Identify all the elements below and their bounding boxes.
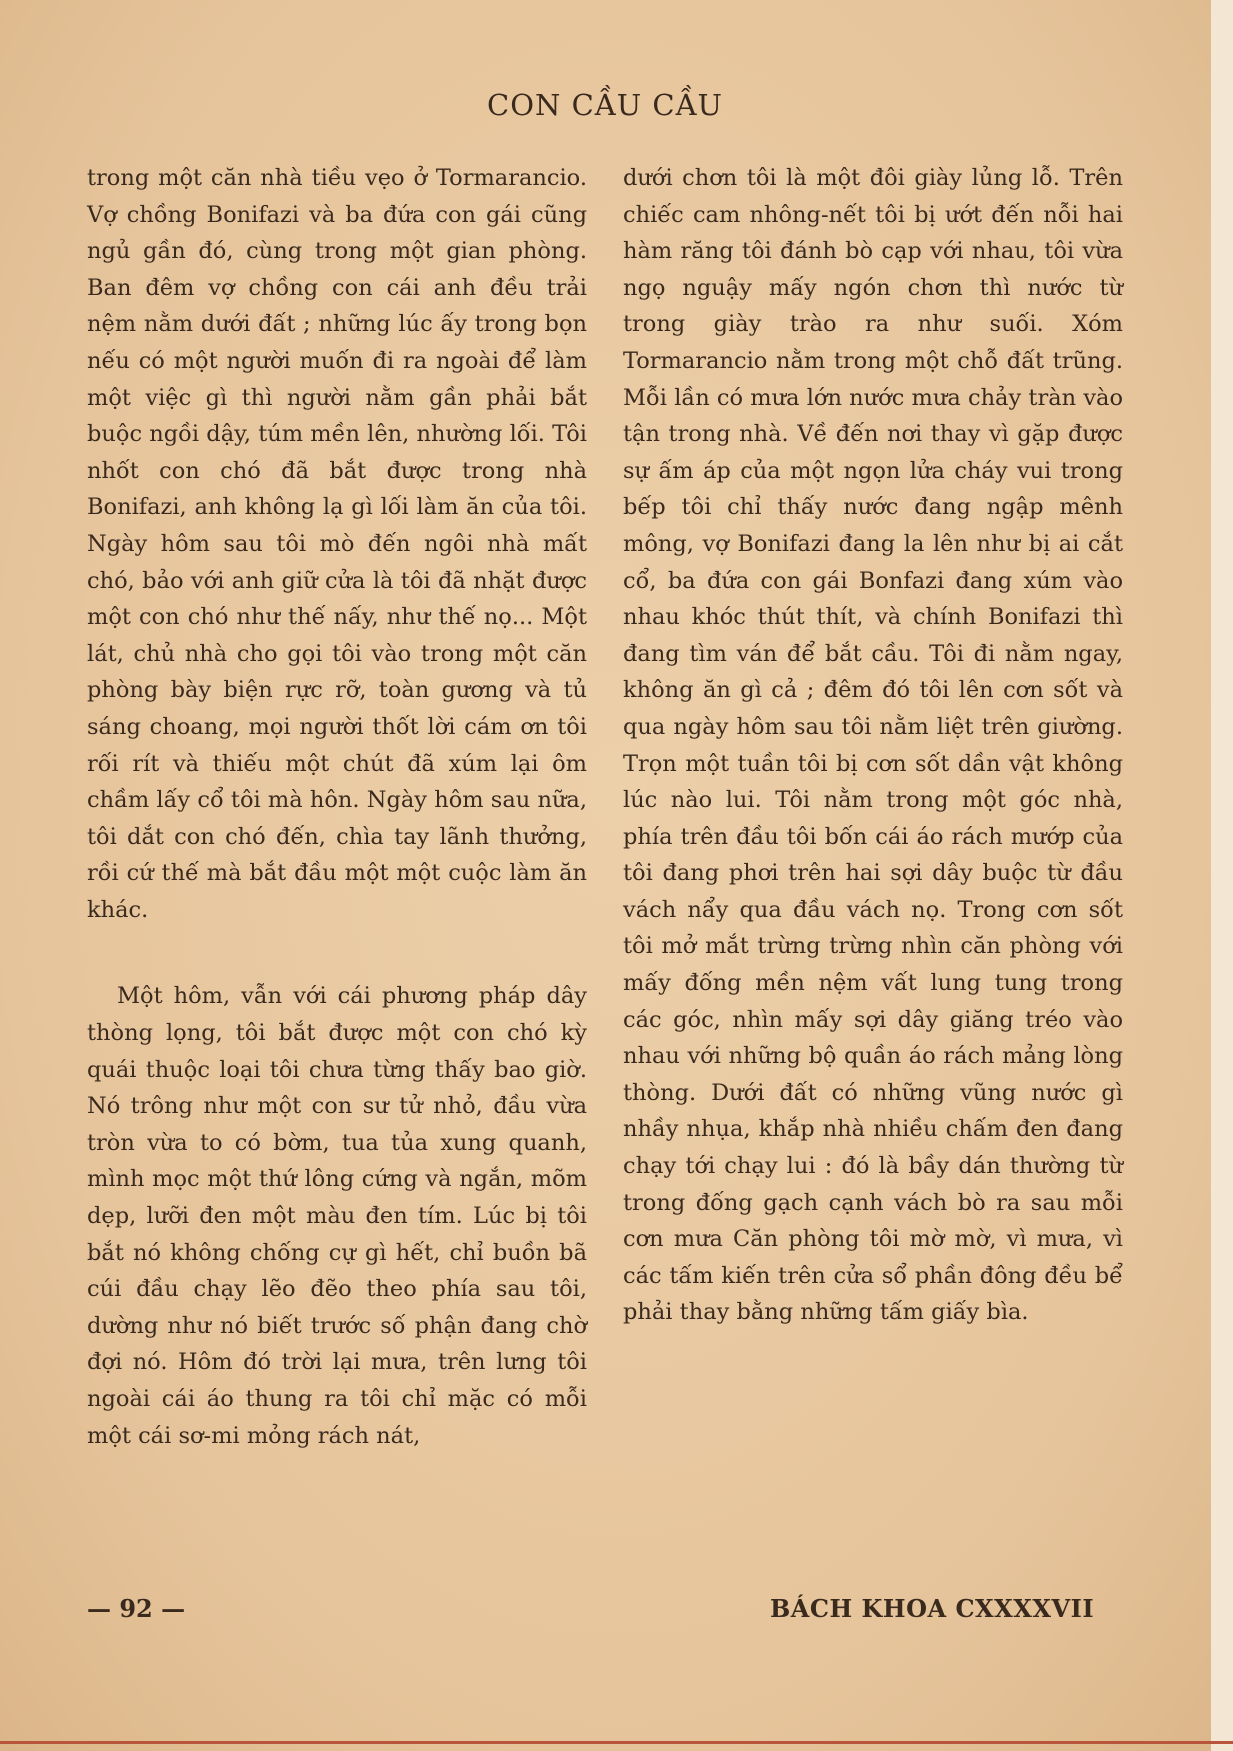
bottom-edge-line: [0, 1741, 1233, 1744]
paragraph: dưới chơn tôi là một đôi giày lủng lỗ. Trên chiếc cam nhông-nết tôi bị ướt đến nỗi hai hàm răng tôi đánh bò cạp với nhau, tôi vừa ngọ nguậy mấy ngón chơn thì nước từ trong giày trào ra như suối. Xóm Tormarancio nằm trong một chỗ đất trũng. Mỗi lần có mưa lớn nước mưa chảy tràn vào tận trong nhà. Về đến nơi thay vì gặp được sự ấm áp của một ngọn lửa cháy vui trong bếp tôi chỉ thấy nước đang ngập mênh mông, vợ Bonifazi đang la lên như bị ai cắt cổ, ba đứa con gái Bonfazi đang xúm vào nhau khóc thút thít, và chính Bonifazi thì đang tìm ván để bắt cầu. Tôi đi nằm ngay, không ăn gì cả ; đêm đó tôi lên cơn sốt và qua ngày hôm sau tôi nằm liệt trên giường. Trọn một tuần tôi bị cơn sốt dần vật không lúc nào lui. Tôi nằm trong một góc nhà, phía trên đầu tôi bốn cái áo rách mướp của tôi đang phơi trên hai sợi dây buộc từ đầu vách nẩy qua đầu vách nọ. Trong cơn sốt tôi mở mắt trừng trừng nhìn căn phòng với mấy đống mền nệm vất lung tung trong các góc, nhìn mấy sợi dây giăng tréo vào nhau với những bộ quần áo rách mảng lòng thòng. Dưới đất có những vũng nước gì nhầy nhụa, khắp nhà nhiều chấm đen đang chạy tới chạy lui : đó là bầy dán thường từ trong đống gạch cạnh vách bò ra sau mỗi cơn mưa Căn phòng tôi mờ mờ, vì mưa, vì các tấm kiến trên cửa sổ phần đông đều bể phải thay bằng những tấm giấy bìa.: [623, 165, 1123, 1326]
column-left: [87, 160, 587, 1454]
page-number: — 92 —: [87, 1594, 186, 1623]
running-header: CON CẦU CẦU: [487, 88, 723, 122]
paragraph-gap: [87, 928, 587, 978]
paragraph: trong một căn nhà tiều vẹo ở Tormarancio. Vợ chồng Bonifazi và ba đứa con gái cũng ngủ gần đó, cùng trong một gian phòng. Ban đêm vợ chồng con cái anh đều trải nệm nằm dưới đất ; những lúc ấy trong bọn nếu có một người muốn đi ra ngoài để làm một việc gì thì người nằm gần phải bắt buộc ngồi dậy, túm mền lên, nhường lối. Tôi nhốt con chó đã bắt được trong nhà Bonifazi, anh không lạ gì lối làm ăn của tôi. Ngày hôm sau tôi mò đến ngôi nhà mất chó, bảo với anh giữ cửa là tôi đã nhặt được một con chó như thế nấy, như thế nọ... Một lát, chủ nhà cho gọi tôi vào trong một căn phòng bày biện rực rỡ, toàn gương và tủ sáng choang, mọi người thốt lời cám ơn tôi rối rít và thiếu một chút đã xúm lại ôm chầm lấy cổ tôi mà hôn. Ngày hôm sau nữa, tôi dắt con chó đến, chìa tay lãnh thưởng, rồi cứ thế mà bắt đầu một một cuộc làm ăn khác.: [87, 165, 587, 923]
paragraph: Một hôm, vẫn với cái phương pháp dây thòng lọng, tôi bắt được một con chó kỳ quái thuộc loại tôi chưa từng thấy bao giờ. Nó trông như một con sư tử nhỏ, đầu vừa tròn vừa to có bờm, tua tủa xung quanh, mình mọc một thứ lông cứng và ngắn, mõm dẹp, lưỡi đen một màu đen tím. Lúc bị tôi bắt nó không chống cự gì hết, chỉ buồn bã cúi đầu chạy lẽo đẽo theo phía sau tôi, dường như nó biết trước số phận đang chờ đợi nó. Hôm đó trời lại mưa, trên lưng tôi ngoài cái áo thung ra tôi chỉ mặc có mỗi một cái sơ-mi mỏng rách nát,: [87, 983, 587, 1449]
page-edge: [1211, 0, 1233, 1751]
publication-name: BÁCH KHOA CXXXXVII: [770, 1594, 1095, 1623]
column-right: [623, 160, 1123, 1331]
